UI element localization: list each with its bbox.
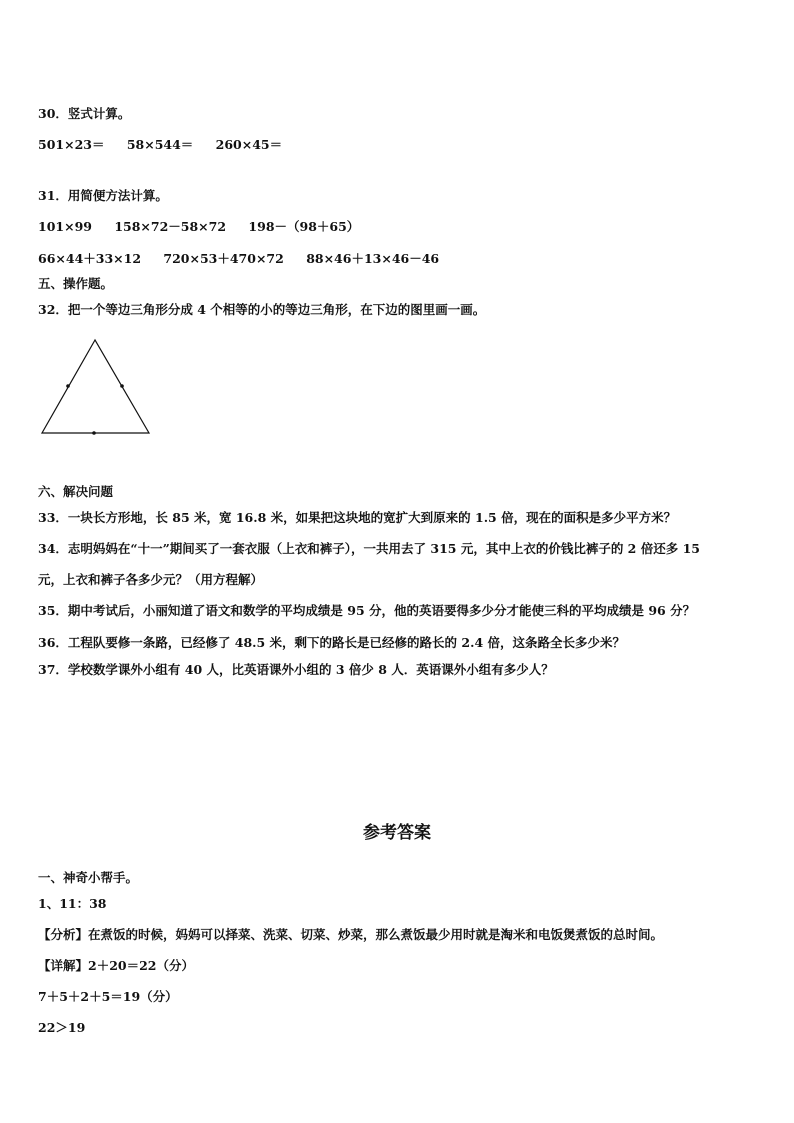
- answers-title: 参考答案: [363, 823, 431, 843]
- midpoint-dot-bottom: [92, 431, 96, 435]
- question-31-title: 31．用简便方法计算。: [38, 188, 168, 203]
- calc-item: 88×46＋13×46－46: [306, 251, 440, 266]
- answer-calc: 7＋5＋2＋5＝19（分）: [38, 989, 178, 1004]
- answer-detail: 【详解】2＋20＝22（分）: [38, 958, 194, 973]
- answer-compare: 22＞19: [38, 1020, 86, 1035]
- calc-item: 260×45＝: [215, 137, 283, 152]
- question-34-line1: 34．志明妈妈在“十一”期间买了一套衣服（上衣和裤子），一共用去了 315 元，其中上衣的价钱比裤子的 2 倍还多 15: [38, 541, 700, 556]
- question-37: 37．学校数学课外小组有 40 人，比英语课外小组的 3 倍少 8 人．英语课外小组有多少人？: [38, 662, 554, 677]
- question-33: 33．一块长方形地，长 85 米，宽 16.8 米，如果把这块地的宽扩大到原来的 1.5 倍，现在的面积是多少平方米？: [38, 510, 677, 525]
- calc-item: 720×53＋470×72: [163, 251, 284, 266]
- calc-item: 501×23＝: [38, 137, 105, 152]
- question-30-title: 30．竖式计算。: [38, 106, 131, 121]
- section-5-title: 五、操作题。: [38, 276, 114, 291]
- calc-item: 158×72－58×72: [114, 219, 227, 234]
- answer-analysis: 【分析】在煮饭的时候，妈妈可以择菜、洗菜、切菜、炒菜，那么煮饭最少用时就是淘米和电饭煲煮饭的总时间。: [38, 927, 664, 942]
- midpoint-dot-right: [120, 384, 124, 388]
- calc-item: 101×99: [38, 219, 92, 234]
- question-36: 36．工程队要修一条路，已经修了 48.5 米，剩下的路长是已经修的路长的 2.4 倍，这条路全长多少米？: [38, 635, 625, 650]
- calc-item: 198－（98＋65）: [248, 219, 360, 234]
- calc-item: 66×44＋33×12: [38, 251, 142, 266]
- question-32: 32．把一个等边三角形分成 4 个相等的小的等边三角形，在下边的图里画一画。: [38, 302, 486, 317]
- section-6-title: 六、解决问题: [38, 484, 114, 499]
- answers-section-1: 一、神奇小帮手。: [38, 870, 139, 885]
- question-35: 35．期中考试后，小丽知道了语文和数学的平均成绩是 95 分，他的英语要得多少分才能使三科的平均成绩是 96 分？: [38, 603, 696, 618]
- midpoint-dot-left: [66, 384, 70, 388]
- equilateral-triangle: [42, 340, 149, 433]
- question-34-line2: 元，上衣和裤子各多少元？（用方程解）: [38, 572, 264, 587]
- calc-item: 58×544＝: [126, 137, 194, 152]
- answer-1: 1、11：38: [38, 896, 107, 911]
